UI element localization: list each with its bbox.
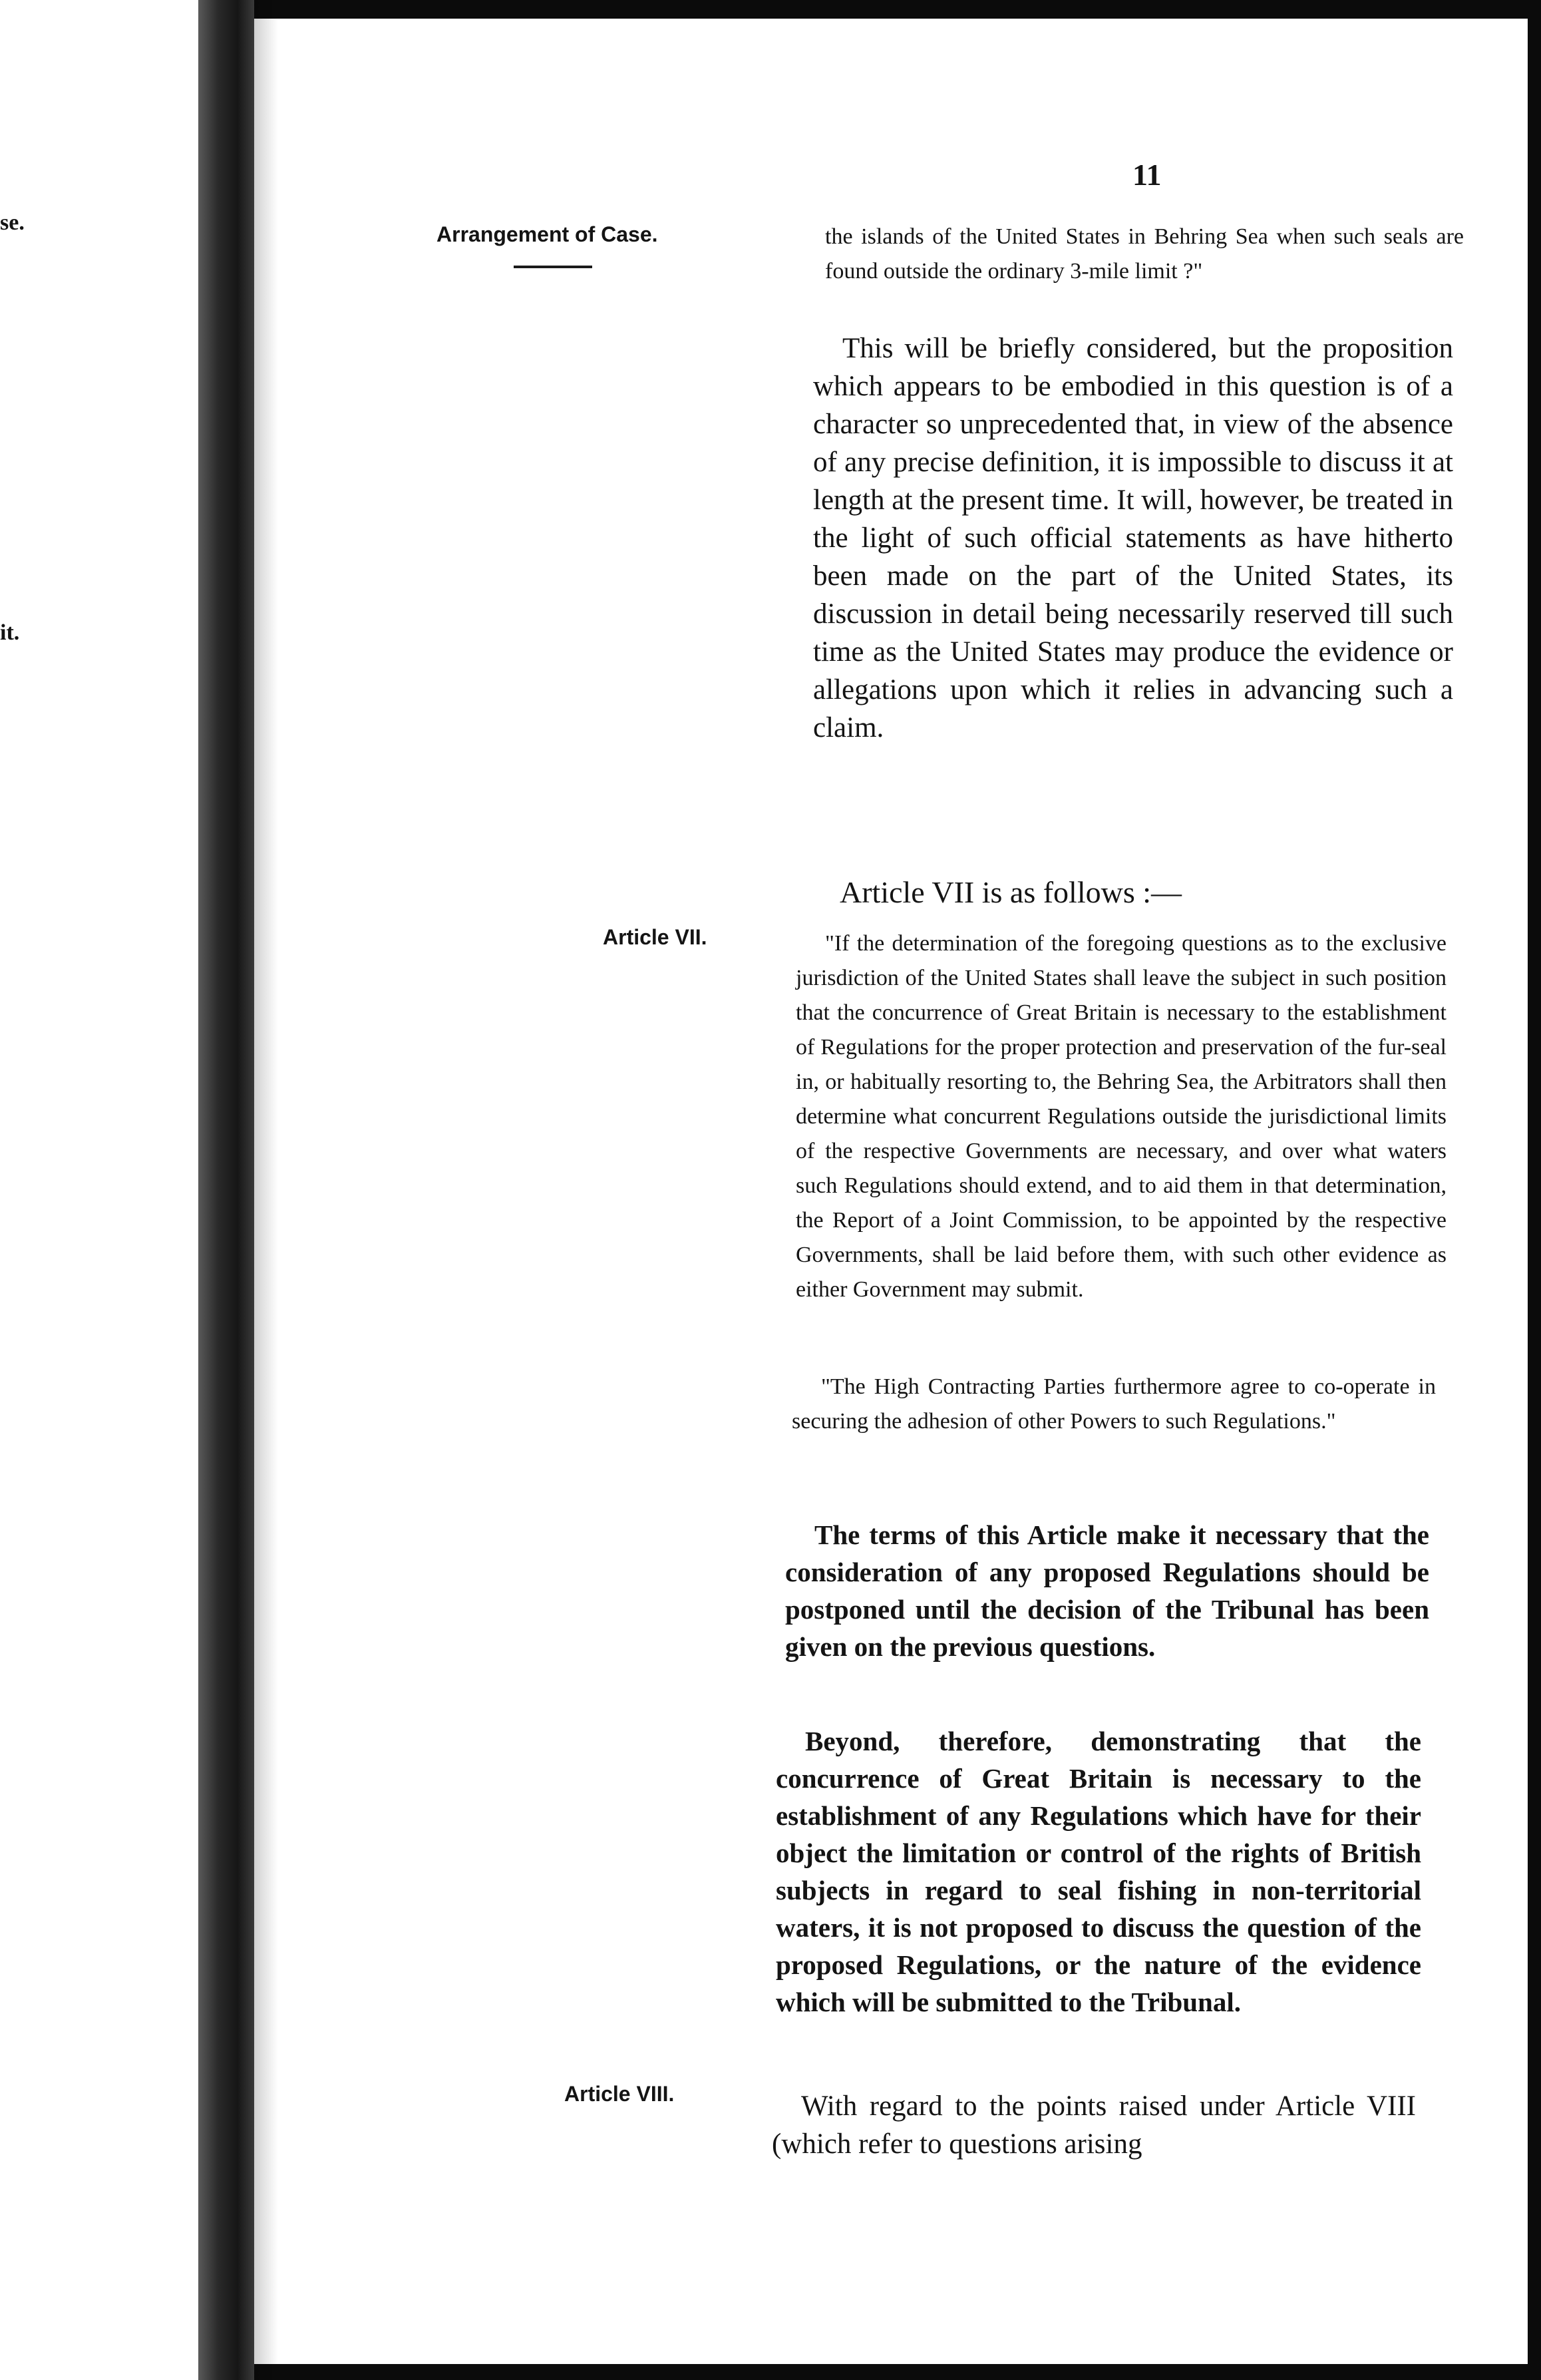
margin-note-rule (514, 266, 592, 268)
paragraph-considered: This will be briefly considered, but the proposition which appears to be embodied in this question is of a character so unprecedented that, in view of the absence of any precise definition, it is impossible to discuss it at length at the present time. It will, however, be treated in the light of such official statements as have hitherto been made on the part of the United States, its discussion in detail being necessarily reserved till such time as the United States may produce the evidence or allegations upon which it relies in advancing such a claim. (813, 333, 1453, 743)
article-vii-heading: Article VII is as follows :— (840, 875, 1182, 909)
article-vii-quote: "If the determination of the foregoing questions as to the exclusive jurisdiction of the United States shall leave the subject in such position that the concurrence of Great Britain is necessary to the establishment of Regulations for the proper protection and preservation of the fur-seal in, or habitually resorting to, the Behring Sea, the Arbitrators shall then determine what concurrent Regulations outside the jurisdictional limits of the respective Governments are necessary, and over what waters such Regulations should extend, and to aid them in that determination, the Report of a Joint Commission, to be appointed by the respective Governments, shall be laid before them, with such other evidence as either Government may submit. (796, 931, 1447, 1302)
paragraph-article-viii: With regard to the points raised under Article VIII (which refer to questions arising (772, 2090, 1416, 2160)
previous-page-edge (0, 0, 198, 2380)
previous-page-fragment: se. (0, 210, 25, 235)
scan-frame-right (1528, 0, 1541, 2380)
page-number: 11 (1132, 158, 1162, 192)
quote-continuation: the islands of the United States in Behring Sea when such seals are found outside the ordinary 3-mile limit ?" (825, 224, 1464, 284)
paragraph-beyond: Beyond, therefore, demonstrating that the concurrence of Great Britain is necessary to the establishment of any Regulations which have for their object the limitation or control of the rights of British subjects in regard to seal fishing in non-territorial waters, it is not proposed to discuss the question of the proposed Regulations, or the nature of the evidence which will be submitted to the Tribunal. (776, 1726, 1421, 2017)
margin-note-arrangement: Arrangement of Case. (436, 222, 658, 246)
article-vii-quote-continued: "The High Contracting Parties furthermore agree to co-operate in securing the adhesion of other Powers to such Regulations." (792, 1374, 1436, 1434)
book-spine (198, 0, 254, 2380)
margin-note-article-vii: Article VII. (603, 925, 707, 949)
spine-shadow (254, 0, 278, 2380)
paragraph-terms: The terms of this Article make it necessary that the consideration of any proposed Regulations should be postponed until the decision of the Tribunal has been given on the previous questions. (785, 1519, 1429, 1662)
previous-page-fragment: it. (0, 620, 20, 645)
margin-note-article-viii: Article VIII. (564, 2082, 675, 2106)
